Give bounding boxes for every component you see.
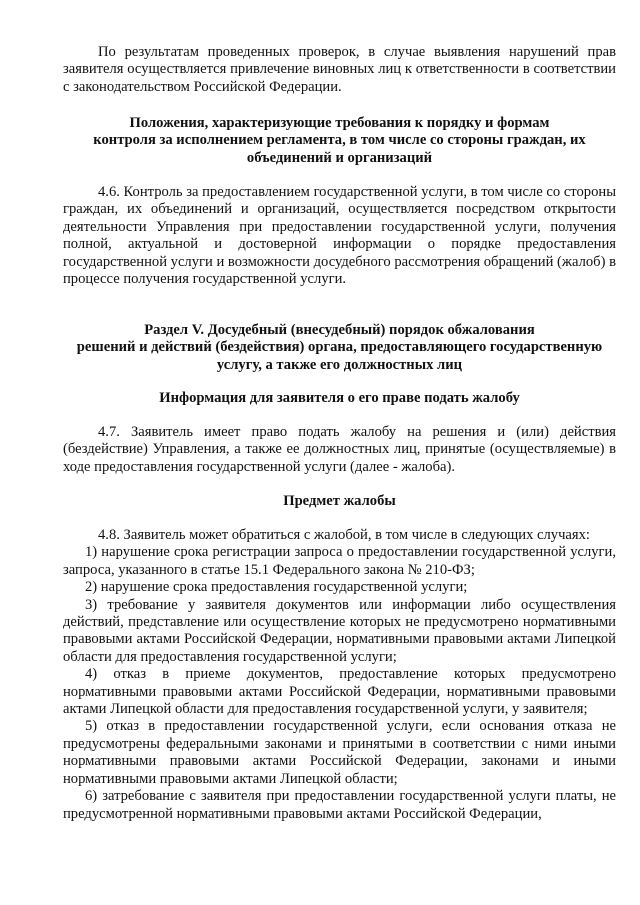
- heading-line: Положения, характеризующие требования к порядку и формам: [129, 115, 550, 131]
- list-item: 6) затребование с заявителя при предоставлении государственной услуги платы, не предусмотренной нормативными правовыми актами Российской Федерации,: [63, 788, 616, 822]
- section-5-title: [63, 322, 616, 374]
- section-title-line: решений и действий (бездействия) органа, предоставляющего государственную: [76, 339, 603, 356]
- intro-paragraph: По результатам проведенных проверок, в случае выявления нарушений прав заявителя осуществляется привлечение виновных лиц к ответственности в соответствии с законодательством Российской Федерации.: [63, 44, 616, 95]
- list-item: 4) отказ в приеме документов, предоставление которых предусмотрено нормативными правовыми актами Российской Федерации, нормативными правовыми актами Липецкой области для предоставления государственной услуги, у заявителя;: [63, 666, 616, 718]
- list-item: 3) требование у заявителя документов или информации либо осуществления действий, представление или осуществление которых не предусмотрено нормативными правовыми актами Российской Федерации, нормативными правовыми актами Липецкой области для предоставления государственной услуги;: [63, 596, 616, 665]
- heading-line: контроля за исполнением регламента, в том числе со стороны граждан, их: [93, 132, 586, 149]
- paragraph-4-8: 4.8. Заявитель может обратиться с жалобой, в том числе в следующих случаях: 1) нарушение срока регистрации запроса о предоставлении государственной услуги, запроса, указанного в статье 15.1 Федерального закона № 210-ФЗ; 2) нарушение срока предоставления государственной услуги; 3) требование у заявителя документов или информации либо осуществления действий, представление или осуществление которых не предусмотрено нормативными правовыми актами Российской Федерации, нормативными правовыми актами Липецкой области для предоставления государственной услуги; 4) отказ в приеме документов, предоставление которых предусмотрено нормативными правовыми актами Российской Федерации, нормативными правовыми актами Липецкой области для предоставления государственной услуги, у заявителя; 5) отказ в предоставлении государственной услуги, если основания отказа не предусмотрены федеральными законами и принятыми в соответствии с ними иными нормативными правовыми актами Российской Федерации, законами и иными нормативными правовыми актами Липецкой области; 6) затребование с заявителя при предоставлении государственной услуги платы, не предусмотренной нормативными правовыми актами Российской Федерации,: [63, 527, 616, 822]
- paragraph-4-7: 4.7. Заявитель имеет право подать жалобу на решения и (или) действия (бездействие) Управления, а также ее должностных лиц, принятые (осуществляемые) в ходе предоставления государственной услуги (далее - жалоба).: [63, 424, 616, 475]
- list-item: 1) нарушение срока регистрации запроса о предоставлении государственной услуги, запроса, указанного в статье 15.1 Федерального закона № 210-ФЗ;: [63, 544, 616, 578]
- list-item: 2) нарушение срока предоставления государственной услуги;: [85, 579, 468, 596]
- paragraph-4-6: 4.6. Контроль за предоставлением государственной услуги, в том числе со стороны граждан, их объединений и организаций, осуществляется посредством открытости деятельности Управления при предоставлении государственной услуги, получения полной, актуальной и достоверной информации о порядке предоставления государственной услуги и возможности досудебного рассмотрения обращений (жалоб) в процессе получения государственной услуги.: [63, 184, 616, 288]
- heading-control-provisions: [63, 115, 616, 167]
- section-title-line: Раздел V. Досудебный (внесудебный) порядок обжалования: [144, 322, 535, 338]
- list-item: 5) отказ в предоставлении государственной услуги, если основания отказа не предусмотрены федеральными законами и принятыми в соответствии с ними иными нормативными правовыми актами Российской Федерации, законами и иными нормативными правовыми актами Липецкой области;: [63, 718, 616, 787]
- heading-complaint-subject: Предмет жалобы: [283, 493, 396, 509]
- heading-line: объединений и организаций: [246, 149, 433, 166]
- heading-complaint-right: Информация для заявителя о его праве подать жалобу: [159, 390, 520, 406]
- section-title-line: услугу, а также его должностных лиц: [216, 356, 463, 373]
